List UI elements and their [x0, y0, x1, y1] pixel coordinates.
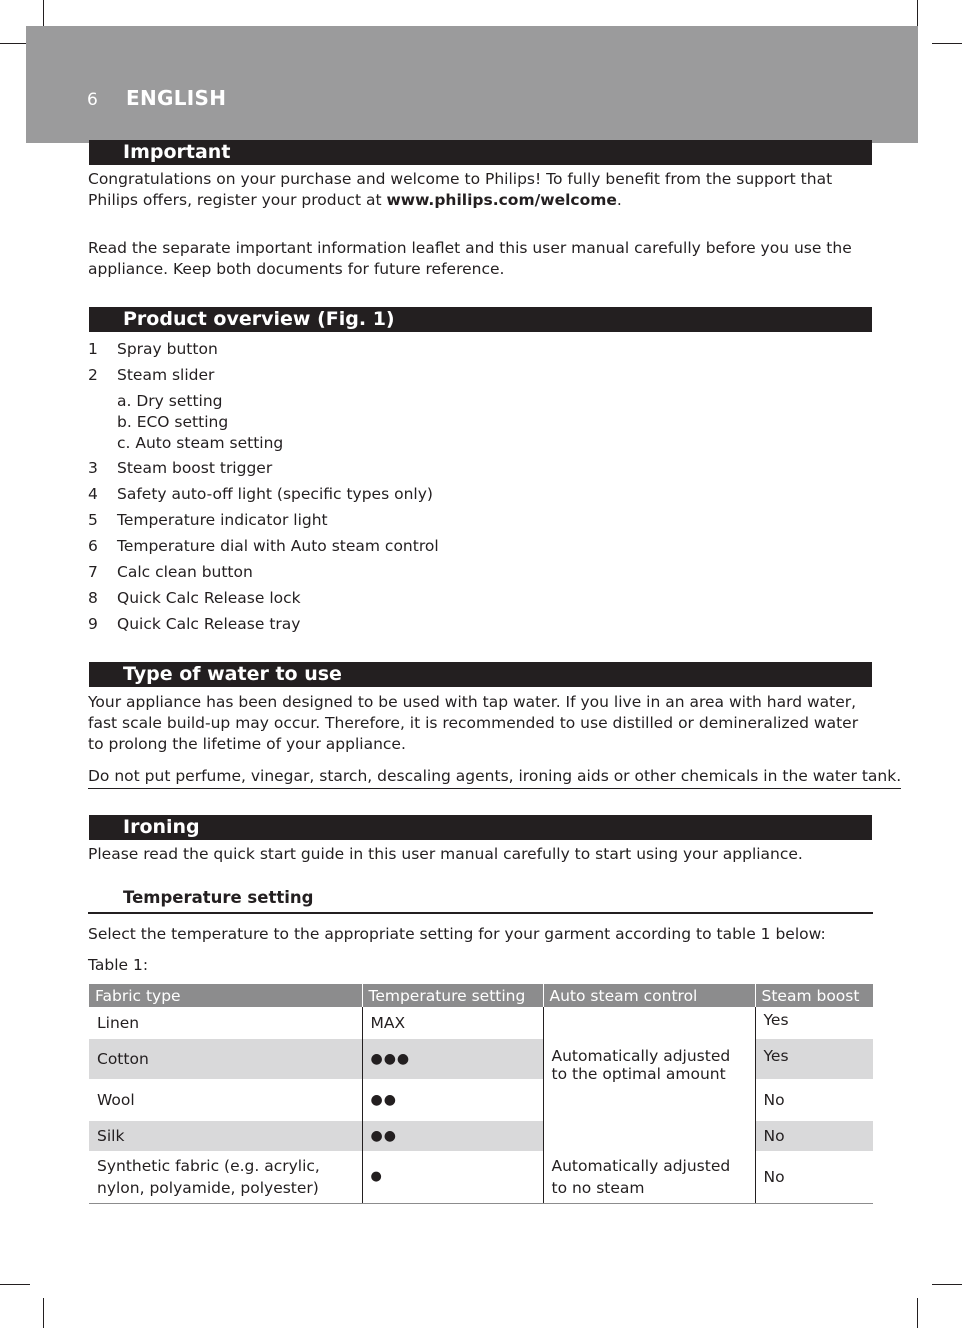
table-row	[89, 1121, 873, 1151]
item-number: 7	[88, 563, 98, 581]
water-paragraph: Your appliance has been designed to be used with tap water. If you live in an area with hard water, fast scale build-up may occur. Therefore, it is recommended to use distilled or demineralized water to prolong the lifetime of your appliance.	[88, 693, 859, 753]
table-header-row	[89, 984, 873, 1007]
item-number: 5	[88, 511, 98, 529]
table-row	[89, 1039, 873, 1079]
crop-mark	[932, 43, 962, 44]
temperature-intro: Select the temperature to the appropriate setting for your garment according to table 1 below:	[88, 925, 826, 943]
fabric-cell: Cotton	[89, 1039, 362, 1079]
intro-text: Congratulations on your purchase and welcome to Philips! To fully benefit from the support that Philips offers, register your product at	[88, 170, 833, 209]
fabric-cell: Silk	[89, 1121, 362, 1151]
column-header: Steam boost	[755, 984, 873, 1007]
column-header: Fabric type	[89, 984, 362, 1007]
item-number: 4	[88, 485, 98, 503]
steam-boost-cell: No	[755, 1151, 873, 1203]
fabric-cell: Linen	[89, 1007, 362, 1039]
temperature-cell: ●●	[362, 1079, 543, 1121]
table-caption: Table 1:	[88, 956, 149, 974]
temperature-cell: ●●●	[362, 1039, 543, 1079]
item-label: Spray button	[117, 340, 218, 358]
item-number: 6	[88, 537, 98, 555]
chemicals-warning: Do not put perfume, vinegar, starch, descaling agents, ironing aids or other chemicals in the water tank.	[88, 766, 901, 789]
steam-boost-cell: Yes	[763, 1011, 789, 1029]
section-heading-important: Important	[89, 140, 872, 165]
table-row	[89, 1007, 873, 1039]
item-number: 1	[88, 340, 98, 358]
section-heading-ironing: Ironing	[89, 815, 872, 840]
sub-item: c. Auto steam setting	[117, 434, 284, 452]
fabric-cell: Synthetic fabric (e.g. acrylic, nylon, polyamide, polyester)	[89, 1151, 362, 1203]
temperature-cell: MAX	[362, 1007, 543, 1039]
fabric-cell: Wool	[89, 1079, 362, 1121]
section-heading-overview: Product overview (Fig. 1)	[89, 307, 872, 332]
item-label: Safety auto-off light (specific types only)	[117, 485, 433, 503]
read-leaflet-paragraph: Read the separate important information leaflet and this user manual carefully before you use the appliance. Keep both documents for future reference.	[88, 239, 852, 278]
crop-mark	[917, 1298, 918, 1328]
column-header: Temperature setting	[362, 984, 543, 1007]
crop-mark	[0, 1284, 30, 1285]
page-number: 6	[87, 90, 98, 110]
item-number: 2	[88, 366, 98, 384]
item-number: 3	[88, 459, 98, 477]
table-row	[89, 1151, 873, 1203]
item-label: Steam boost trigger	[117, 459, 273, 477]
item-label: Quick Calc Release lock	[117, 589, 301, 607]
temperature-table	[89, 984, 873, 1204]
language-label: ENGLISH	[126, 86, 227, 110]
section-heading-water: Type of water to use	[89, 662, 872, 687]
ironing-paragraph: Please read the quick start guide in this user manual carefully to start using your appliance.	[88, 845, 803, 863]
auto-steam-cell: Automatically adjusted to the optimal amount	[543, 1007, 755, 1151]
steam-boost-cell: No	[755, 1121, 873, 1151]
item-number: 9	[88, 615, 98, 633]
steam-boost-cell: Yes	[755, 1039, 873, 1079]
item-label: Calc clean button	[117, 563, 253, 581]
temperature-cell: ●	[362, 1151, 543, 1203]
item-label: Steam slider	[117, 366, 215, 384]
intro-end: .	[616, 191, 622, 209]
column-header: Auto steam control	[543, 984, 755, 1007]
temperature-cell: ●●	[362, 1121, 543, 1151]
item-label: Quick Calc Release tray	[117, 615, 301, 633]
subheading-label: Temperature setting	[123, 888, 314, 907]
philips-welcome-link[interactable]: www.philips.com/welcome	[386, 191, 617, 209]
sub-item: a. Dry setting	[117, 392, 223, 410]
header-band	[26, 26, 918, 143]
temperature-setting-subheading	[88, 888, 873, 914]
item-number: 8	[88, 589, 98, 607]
sub-item: b. ECO setting	[117, 413, 229, 431]
auto-steam-cell: Automatically adjusted to no steam	[543, 1151, 755, 1203]
crop-mark	[43, 1298, 44, 1328]
item-label: Temperature indicator light	[117, 511, 328, 529]
intro-paragraph	[88, 169, 878, 211]
item-label: Temperature dial with Auto steam control	[117, 537, 439, 555]
table-row	[89, 1079, 873, 1121]
steam-boost-cell: No	[763, 1091, 785, 1109]
crop-mark	[932, 1284, 962, 1285]
